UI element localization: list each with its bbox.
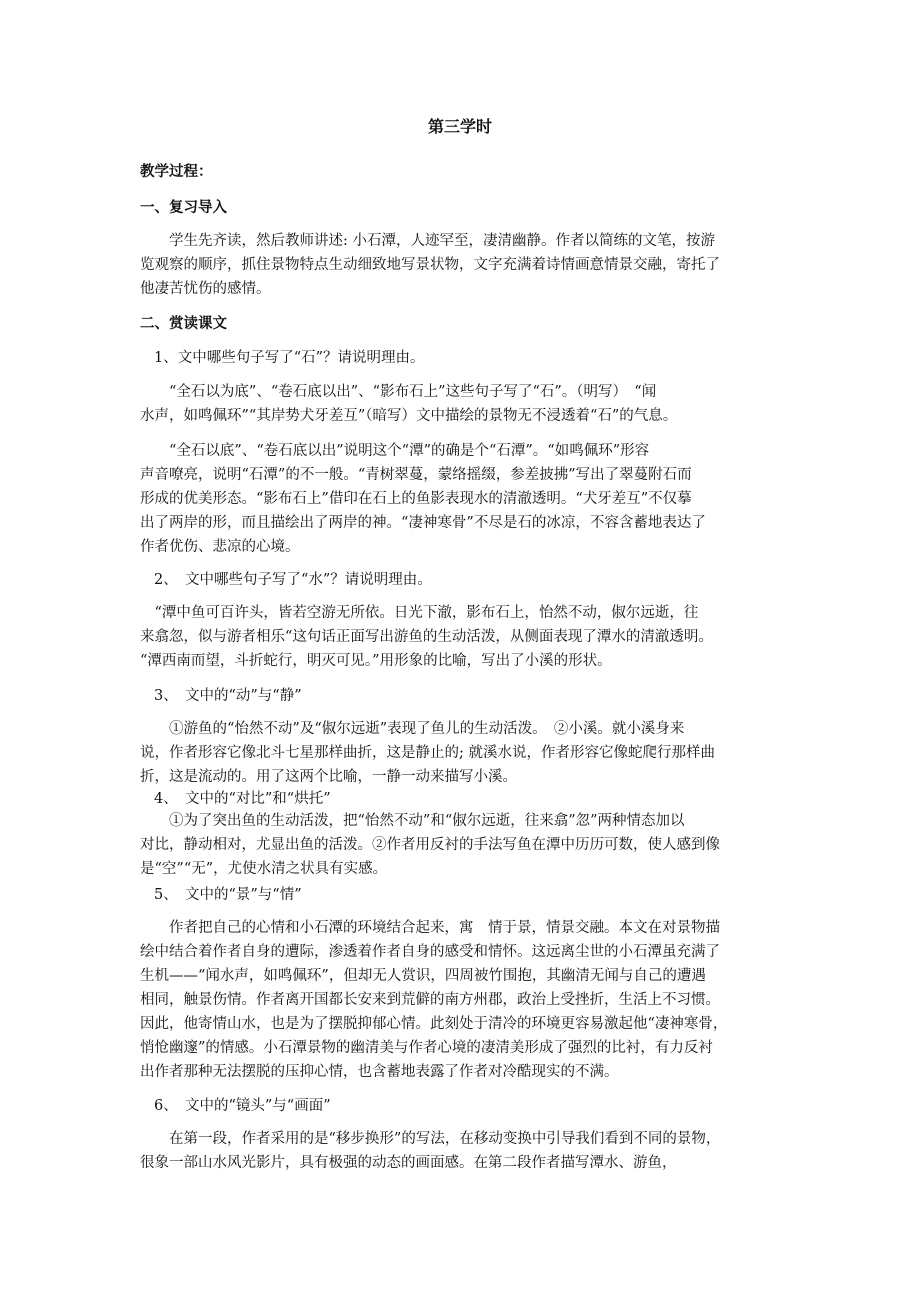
- text-line: 因此，他寄情山水，也是为了摆脱抑郁心情。此刻处于清冷的环境更容易激起他“凄神寒骨，: [140, 1016, 728, 1032]
- text-line: “全石以底”、“卷石底以出”说明这个“潭”的确是个“石潭”。“如鸣佩环”形容: [140, 443, 650, 459]
- question-1: 1、文中哪些句子写了“石”？请说明理由。: [154, 350, 425, 366]
- text-line: “潭西南而望，斗折蛇行，明灭可见。”用形象的比喻，写出了小溪的形状。: [140, 653, 612, 669]
- process-label: 教学过程：: [140, 164, 213, 180]
- answer-5-paragraph: [140, 916, 780, 1084]
- text-line: 绘中结合着作者自身的遭际，渗透着作者自身的感受和情怀。这远离尘世的小石潭虽充满了: [140, 944, 720, 960]
- question-2: 2、 文中哪些句子写了“水”？请说明理由。: [154, 572, 432, 588]
- text-line: 作者把自己的心情和小石潭的环境结合起来，寓 情于景，情景交融。本文在对景物描: [140, 920, 720, 936]
- page-title: 第三学时: [427, 117, 492, 136]
- text-line: 学生先齐读，然后教师讲述: 小石潭，人迹罕至，凄清幽静。作者以简练的文笔，按游: [140, 233, 715, 249]
- text-line: ①为了突出鱼的生动活泼，把“怡然不动”和“俶尔远逝，往来翕”忽”两种情态加以: [140, 813, 685, 829]
- text-line: 生机——“闻水声，如鸣佩环”，但却无人赏识，四周被竹围抱，其幽清无闻与自己的遭遇: [140, 968, 706, 984]
- text-line: ①游鱼的“怡然不动”及“俶尔远逝”表现了鱼儿的生动活泼。 ②小溪。就小溪身来: [140, 721, 685, 737]
- question-3: 3、 文中的“动”与“静”: [154, 688, 302, 704]
- question-5: 5、 文中的“景”与“情”: [154, 887, 302, 903]
- text-line: “潭中鱼可百许头，皆若空游无所依。日光下澈，影布石上，怡然不动，俶尔远逝，往: [140, 605, 699, 621]
- text-line: 很象一部山水风光影片，具有极强的动态的画面感。在第二段作者描写潭水、游鱼，: [140, 1155, 677, 1171]
- text-line: 览观察的顺序，抓住景物特点生动细致地写景状物，文字充满着诗情画意情景交融，寄托了: [140, 257, 720, 273]
- text-line: 水声，如鸣佩环”“其岸势犬牙差互”（暗写）文中描绘的景物无不浸透着“石”的气息。: [140, 408, 678, 424]
- section1-heading: 一、复习导入: [140, 200, 227, 216]
- text-line: “全石以为底”、“卷石底以出”、“影布石上”这些句子写了“石”。（明写） “闻: [140, 384, 657, 400]
- question-6: 6、 文中的“镜头”与“画面”: [154, 1098, 331, 1114]
- text-line: 作者优伤、悲凉的心境。: [140, 539, 300, 555]
- text-line: 形成的优美形态。“影布石上”借印在石上的鱼影表现水的清澈透明。“犬牙差互”不仅摹: [140, 491, 692, 507]
- text-line: 在第一段，作者采用的是“移步换形”的写法，在移动变换中引导我们看到不同的景物，: [140, 1131, 721, 1147]
- section2-heading: 二、赏读课文: [140, 316, 227, 332]
- answer-6-paragraph: [140, 1127, 780, 1175]
- question-4: 4、 文中的“对比”和“烘托”: [154, 791, 331, 807]
- text-line: 悄怆幽邃”的情感。小石潭景物的幽清美与作者心境的凄清美形成了强烈的比衬，有力反衬: [140, 1040, 713, 1056]
- text-line: 相同，触景伤情。作者离开国都长安来到荒僻的南方州郡，政治上受挫折，生活上不习惯。: [140, 992, 720, 1008]
- answer-1-paragraph-b: [140, 439, 780, 559]
- text-line: 对比，静动相对，尤显出鱼的活泼。②作者用反衬的手法写鱼在潭中历历可数，使人感到像: [140, 837, 720, 853]
- answer-2-paragraph: [140, 601, 780, 673]
- text-line: 出了两岸的形，而且描绘出了两岸的神。“凄神寒骨”不尽是石的冰凉，不容含蓄地表达了: [140, 515, 706, 531]
- text-line: 来翕忽，似与游者相乐“这句话正面写出游鱼的生动活泼，从侧面表现了潭水的清澈透明。: [140, 629, 713, 645]
- text-line: 折，这是流动的。用了这两个比喻，一静一动来描写小溪。: [140, 769, 517, 785]
- text-line: 说，作者形容它像北斗七星那样曲折，这是静止的; 就溪水说，作者形容它像蛇爬行那样曲: [140, 745, 715, 761]
- text-line: 他凄苦忧伤的感情。: [140, 281, 271, 297]
- answer-4-paragraph: [140, 809, 780, 881]
- answer-3-paragraph: [140, 717, 780, 789]
- section1-paragraph: [140, 229, 780, 301]
- answer-1-paragraph-a: [140, 380, 780, 428]
- text-line: 出作者那种无法摆脱的压抑心情，也含蓄地表露了作者对冷酷现实的不满。: [140, 1064, 619, 1080]
- text-line: 声音嘹亮，说明“石潭”的不一般。“青树翠蔓，蒙络摇缀，参差披拂”写出了翠蔓附石而: [140, 467, 692, 483]
- text-line: 是“空”“无”，尤使水清之状具有实感。: [140, 861, 388, 877]
